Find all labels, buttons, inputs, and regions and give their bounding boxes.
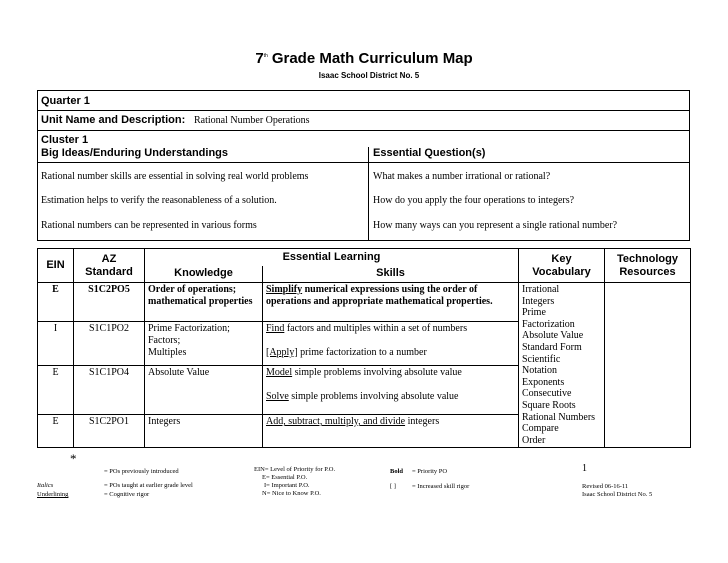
vocab-item: Consecutive [522, 388, 572, 400]
footer-cognitive: = Cognitive rigor [104, 491, 150, 498]
essential-learning-header: Essential Learning [145, 249, 519, 266]
vocab-item: Square Roots [522, 399, 576, 411]
essential-learning-table [37, 248, 691, 448]
unit-overview-box [37, 90, 690, 241]
skill-verb: Model [266, 367, 293, 379]
skills-cell [263, 415, 519, 448]
footer-bold: Bold [390, 468, 404, 475]
footer-e-note: E= Essential P.O. [262, 474, 308, 481]
skills-header: Skills [263, 266, 519, 283]
az-standard-cell: S1C2PO1 [74, 415, 145, 448]
divider [38, 162, 689, 163]
skill-verb: Solve [266, 391, 289, 403]
az-standard-cell: S1C1PO2 [74, 321, 145, 365]
page-title [0, 50, 728, 67]
question-item: How do you apply the four operations to integers? [373, 195, 575, 206]
divider [38, 130, 689, 131]
footer-i-note: I= Important P.O. [264, 482, 310, 489]
az-standard-cell: S1C2PO5 [74, 283, 145, 322]
vocab-item: Notation [522, 365, 557, 377]
knowledge-line: Multiples [148, 346, 187, 358]
vocab-item: Scientific [522, 353, 561, 365]
knowledge-header: Knowledge [145, 266, 263, 283]
skill-text: numerical expressions using the order of operations and appropriate mathematical properties. [266, 284, 493, 307]
vocab-item: Order [522, 434, 546, 446]
skill-text: simple problems involving absolute value [292, 367, 462, 379]
table-row [38, 283, 691, 322]
az-standard-header: AZ Standard [74, 249, 145, 283]
skill-text: factors and multiples within a set of numbers [284, 322, 468, 334]
skill-text: prime factorization to a number [297, 346, 427, 358]
ein-header: EIN [38, 249, 74, 283]
vocab-item: Rational Numbers [522, 411, 596, 423]
footer-priority: = Priority PO [412, 468, 448, 475]
vocab-item: Compare [522, 423, 559, 435]
big-ideas-label: Big Ideas/Enduring Understandings [41, 147, 229, 159]
ein-cell: I [38, 321, 74, 365]
vocab-item: Absolute Value [522, 330, 584, 342]
knowledge-cell: Order of operations; mathematical properties [145, 283, 263, 322]
title-text: Grade Math Curriculum Map [271, 50, 473, 67]
footer-legend [0, 451, 728, 515]
key-vocabulary-header: Key Vocabulary [519, 249, 605, 283]
title-grade: 7 [255, 50, 264, 67]
skill-verb: Simplify [266, 284, 303, 295]
vocab-item: Exponents [522, 376, 565, 388]
footer-district: Isaac School District No. 5 [582, 491, 653, 498]
divider [368, 147, 369, 240]
knowledge-cell: Integers [145, 415, 263, 448]
big-idea-item: Estimation helps to verify the reasonableness of a solution. [41, 195, 277, 206]
page-number: 1 [582, 463, 587, 474]
essential-questions-label: Essential Question(s) [373, 147, 486, 159]
knowledge-line: Prime Factorization; [148, 322, 230, 334]
footer-previously: = POs previously introduced [104, 468, 179, 475]
question-item: How many ways can you represent a single rational number? [373, 220, 618, 231]
skills-cell [263, 366, 519, 415]
footer-underlining: Underlining [37, 491, 69, 498]
footer-ein-note: EIN= Level of Priority for P.O. [254, 466, 336, 473]
skill-text: simple problems involving absolute value [288, 391, 459, 403]
skills-cell [263, 321, 519, 365]
vocabulary-cell [519, 283, 605, 448]
cluster-label: Cluster 1 [41, 134, 89, 146]
footer-n-note: N= Nice to Know P.O. [262, 490, 321, 497]
big-idea-item: Rational number skills are essential in solving real world problems [41, 171, 309, 182]
unit-name-value: Rational Number Operations [194, 115, 310, 126]
district-subtitle: Isaac School District No. 5 [318, 71, 420, 80]
skills-cell [263, 283, 519, 322]
knowledge-cell: Absolute Value [145, 366, 263, 415]
footer-revised: Revised 06-16-11 [582, 483, 629, 490]
skill-verb: Add, subtract, multiply, and divide [266, 416, 406, 428]
knowledge-line: Factors; [148, 334, 181, 346]
unit-name-label: Unit Name and Description: [41, 114, 186, 126]
question-item: What makes a number irrational or rational? [373, 171, 551, 182]
skill-verb: [Apply] [266, 346, 298, 358]
skill-text: integers [405, 416, 440, 428]
footer-star: * [70, 451, 77, 466]
technology-resources-header: Technology Resources [605, 249, 691, 283]
vocab-item: Standard Form [522, 341, 582, 353]
footer-italics: Italics [37, 482, 54, 489]
knowledge-cell [145, 321, 263, 365]
skill-verb: Find [266, 322, 285, 334]
vocab-item: Integers [522, 295, 555, 307]
quarter-label: Quarter 1 [41, 95, 90, 107]
title-superscript: th [263, 53, 268, 59]
technology-resources-cell [605, 283, 691, 448]
vocab-item: Prime Factorization [522, 307, 575, 330]
ein-cell: E [38, 415, 74, 448]
footer-increased: = Increased skill rigor [412, 483, 470, 490]
az-standard-cell: S1C1PO4 [74, 366, 145, 415]
ein-cell: E [38, 366, 74, 415]
footer-brackets: [ ] [390, 483, 396, 490]
footer-earlier: = POs taught at earlier grade level [104, 482, 193, 489]
vocab-item: Irrational [522, 284, 560, 295]
divider [38, 110, 689, 111]
big-idea-item: Rational numbers can be represented in various forms [41, 220, 257, 231]
ein-cell: E [38, 283, 74, 322]
